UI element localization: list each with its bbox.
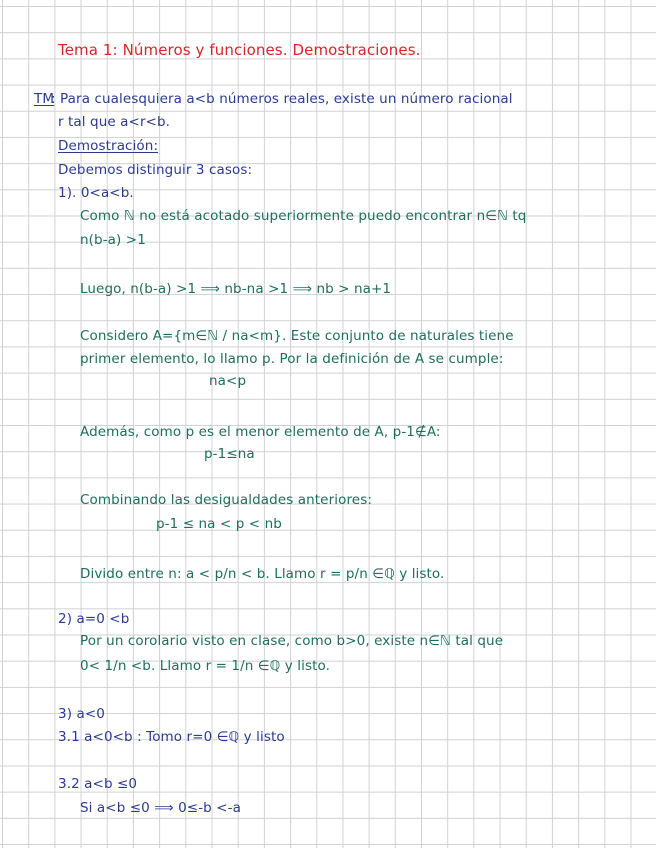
case2-line-2: 0< 1/n <b. Llamo r = 1/n ∈ℚ y listo. [80, 658, 331, 674]
title: Tema 1: Números y funciones. Demostraciones. [58, 41, 421, 59]
case1-line-5: primer elemento, lo llamo p. Por la definición de A se cumple: [80, 351, 504, 367]
case3-heading: 3) a<0 [58, 706, 105, 722]
theorem-line-2: r tal que a<r<b. [58, 114, 171, 130]
proof-heading: Demostración: [58, 138, 159, 154]
case1-line-6: na<p [209, 373, 247, 389]
theorem-line-1: : Para cualesquiera a<b números reales, existe un número racional [51, 91, 513, 107]
case1-line-10: p-1 ≤ na < p < nb [156, 516, 282, 532]
case1-line-3: Luego, n(b-a) >1 ⟹ nb-na >1 ⟹ nb > na+1 [80, 281, 392, 297]
case3-sub1: 3.1 a<0<b : Tomo r=0 ∈ℚ y listo [58, 729, 285, 745]
theorem-label: TM [34, 91, 55, 107]
case3-sub2-line: Si a<b ≤0 ⟹ 0≤-b <-a [80, 800, 241, 816]
proof-intro: Debemos distinguir 3 casos: [58, 162, 253, 178]
case1-heading: 1). 0<a<b. [58, 185, 134, 201]
case1-line-7: Además, como p es el menor elemento de A, p-1∉A: [80, 424, 441, 440]
case1-line-8: p-1≤na [204, 446, 255, 462]
case2-line-1: Por un corolario visto en clase, como b>0, existe n∈ℕ tal que [80, 633, 504, 649]
case1-line-11: Divido entre n: a < p/n < b. Llamo r = p/n ∈ℚ y listo. [80, 566, 445, 582]
case1-line-9: Combinando las desigualdades anteriores: [80, 492, 372, 508]
case1-line-1: Como ℕ no está acotado superiormente puedo encontrar n∈ℕ tq [80, 208, 527, 224]
case3-sub2-heading: 3.2 a<b ≤0 [58, 776, 138, 792]
case1-line-2: n(b-a) >1 [80, 232, 146, 248]
case1-line-4: Considero A={m∈ℕ / na<m}. Este conjunto de naturales tiene [80, 328, 514, 344]
case2-heading: 2) a=0 <b [58, 611, 130, 627]
